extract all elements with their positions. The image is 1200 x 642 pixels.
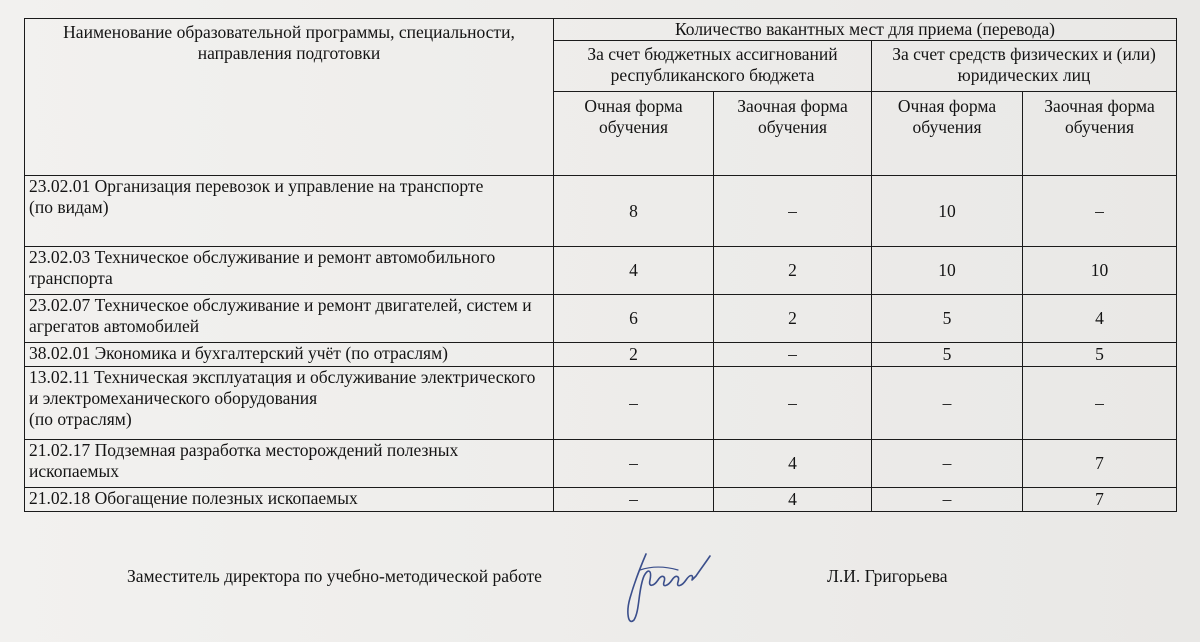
header-form: Заочная форма обучения (714, 92, 872, 176)
value-cell: 10 (872, 176, 1023, 247)
value-cell: 10 (1023, 247, 1177, 295)
value-cell: – (872, 367, 1023, 440)
signatory-position: Заместитель директора по учебно-методической работе (127, 566, 542, 586)
value-cell: 4 (1023, 295, 1177, 343)
value-cell: 2 (714, 295, 872, 343)
value-cell: – (1023, 367, 1177, 440)
table-row (25, 343, 1177, 367)
header-row-1 (25, 19, 1177, 41)
value-cell: 5 (872, 295, 1023, 343)
value-cell: – (1023, 176, 1177, 247)
value-cell: 8 (554, 176, 714, 247)
value-cell: 4 (714, 440, 872, 488)
value-cell: 4 (554, 247, 714, 295)
value-cell: 7 (1023, 440, 1177, 488)
value-cell: 10 (872, 247, 1023, 295)
value-cell: 7 (1023, 488, 1177, 512)
value-cell: 2 (554, 343, 714, 367)
value-cell: 4 (714, 488, 872, 512)
value-cell: 5 (872, 343, 1023, 367)
value-cell: 6 (554, 295, 714, 343)
table-row (25, 295, 1177, 343)
handwritten-signature (600, 540, 720, 632)
signatory-name: Л.И. Григорьева (827, 566, 948, 586)
value-cell: 5 (1023, 343, 1177, 367)
header-form: Очная форма обучения (872, 92, 1023, 176)
header-paid: За счет средств физических и (или) юридических лиц (872, 41, 1177, 92)
table-row (25, 176, 1177, 247)
value-cell: – (554, 440, 714, 488)
header-form: Очная форма обучения (554, 92, 714, 176)
value-cell: – (714, 367, 872, 440)
vacancies-table (24, 18, 1177, 512)
program-name: 13.02.11 Техническая эксплуатация и обслуживание электрического и электромеханического оборудования (по отраслям) (25, 367, 554, 440)
program-name: 21.02.17 Подземная разработка месторождений полезных ископаемых (25, 440, 554, 488)
program-name: 38.02.01 Экономика и бухгалтерский учёт (по отраслям) (25, 343, 554, 367)
table-row (25, 247, 1177, 295)
program-name: 23.02.01 Организация перевозок и управление на транспорте (по видам) (25, 176, 554, 247)
program-name: 23.02.07 Техническое обслуживание и ремонт двигателей, систем и агрегатов автомобилей (25, 295, 554, 343)
value-cell: – (714, 176, 872, 247)
program-name: 23.02.03 Техническое обслуживание и ремонт автомобильного транспорта (25, 247, 554, 295)
header-budget: За счет бюджетных ассигнований республиканского бюджета (554, 41, 872, 92)
table-row (25, 440, 1177, 488)
program-name: 21.02.18 Обогащение полезных ископаемых (25, 488, 554, 512)
table-row (25, 488, 1177, 512)
value-cell: – (554, 488, 714, 512)
header-form: Заочная форма обучения (1023, 92, 1177, 176)
value-cell: – (872, 488, 1023, 512)
table-row (25, 367, 1177, 440)
value-cell: 2 (714, 247, 872, 295)
value-cell: – (872, 440, 1023, 488)
value-cell: – (554, 367, 714, 440)
header-program: Наименование образовательной программы, специальности, направления подготовки (25, 19, 554, 176)
value-cell: – (714, 343, 872, 367)
header-total: Количество вакантных мест для приема (перевода) (554, 19, 1177, 41)
